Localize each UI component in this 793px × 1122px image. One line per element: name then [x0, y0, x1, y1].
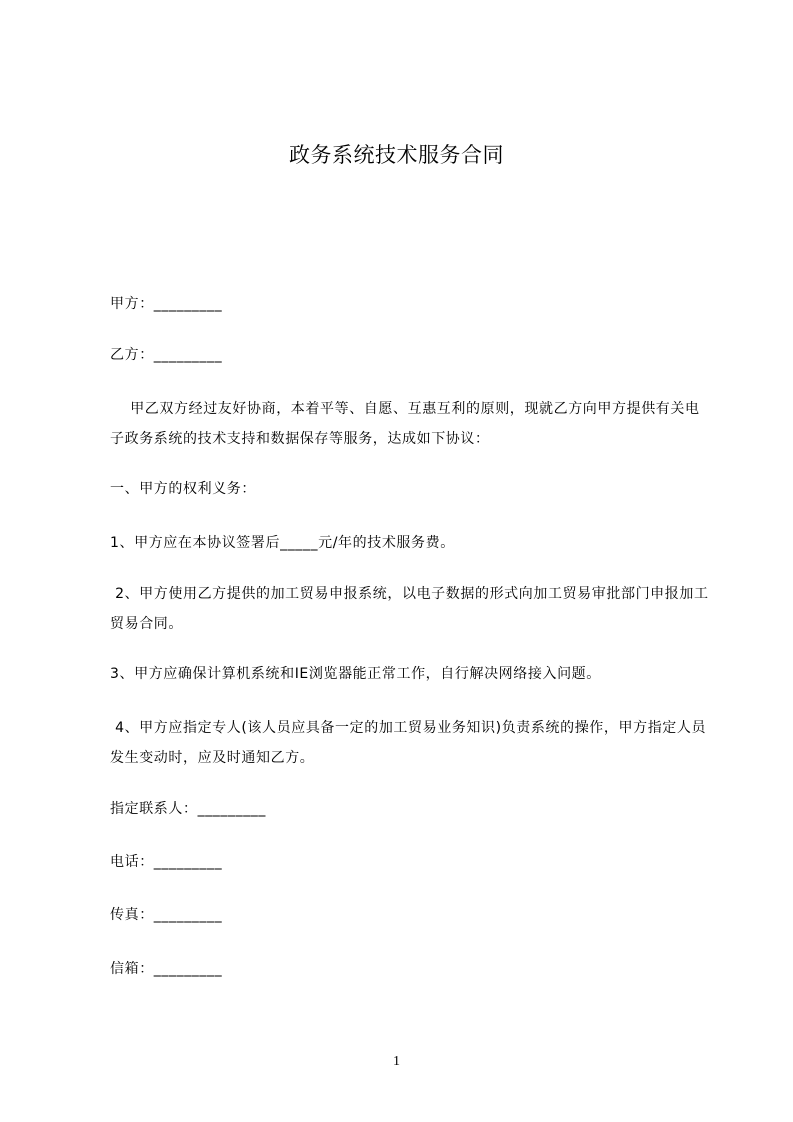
page-number: 1 [393, 1054, 400, 1069]
clause-3: 3、甲方应确保计算机系统和IE浏览器能正常工作，自行解决网络接入问题。 [110, 666, 601, 682]
contact-person-line: 指定联系人：_________ [110, 801, 266, 817]
clause-1: 1、甲方应在本协议签署后_____元/年的技术服务费。 [110, 535, 455, 551]
fax-line: 传真：_________ [110, 907, 223, 923]
intro-paragraph: 甲乙双方经过友好协商，本着平等、自愿、互惠互利的原则，现就乙方向甲方提供有关电子政务系统的技术支持和数据保存等服务，达成如下协议： [110, 401, 700, 447]
phone-line: 电话：_________ [110, 854, 223, 870]
clause-2: 2、甲方使用乙方提供的加工贸易申报系统，以电子数据的形式向加工贸易审批部门申报加工贸易合同。 [110, 586, 709, 632]
party-b-line: 乙方：_________ [110, 347, 223, 363]
clause-4: 4、甲方应指定专人(该人员应具备一定的加工贸易业务知识)负责系统的操作，甲方指定人员发生变动时，应及时通知乙方。 [110, 720, 707, 766]
section-1-heading: 一、甲方的权利义务： [110, 481, 256, 497]
party-a-line: 甲方：_________ [110, 296, 223, 312]
email-line: 信箱：_________ [110, 961, 223, 977]
document-title: 政务系统技术服务合同 [289, 143, 504, 167]
